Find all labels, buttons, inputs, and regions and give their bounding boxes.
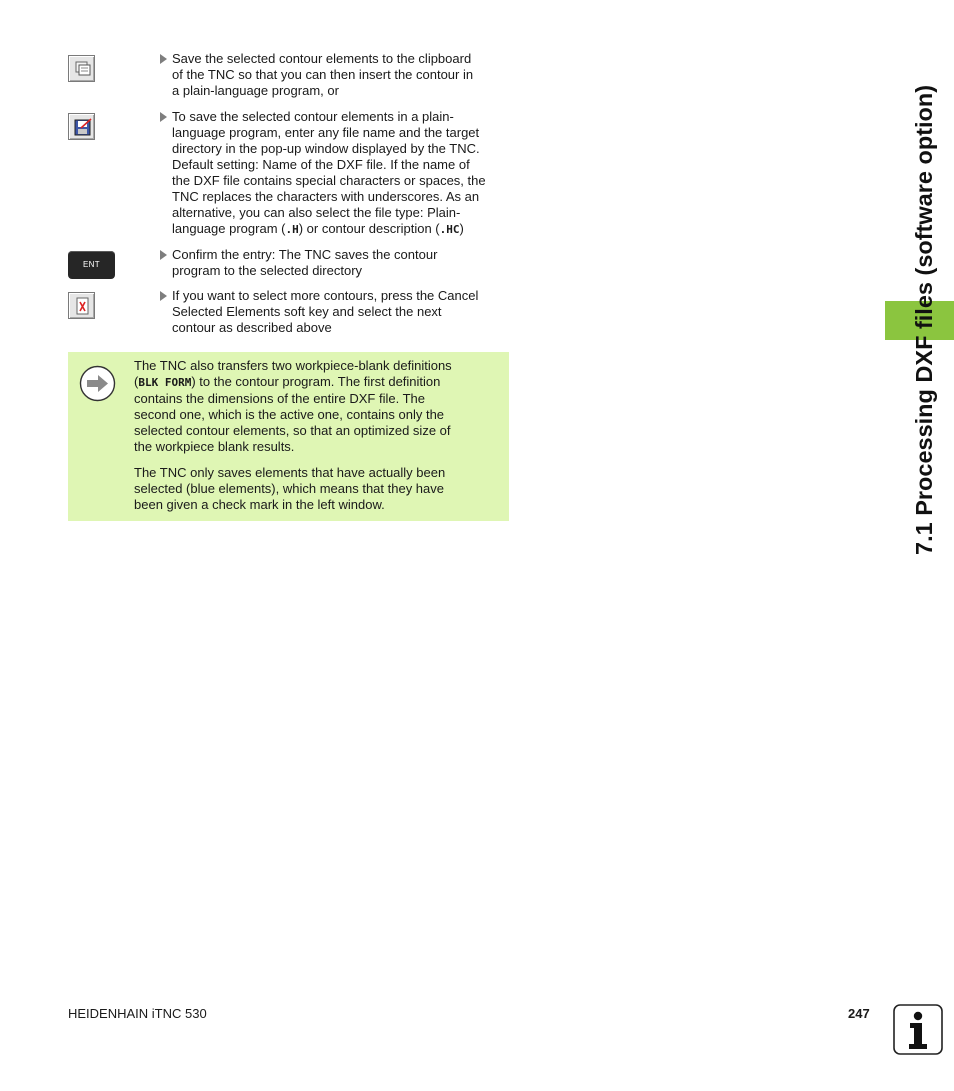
step-text: Confirm the entry: The TNC saves the contour program to the selected directory [172, 247, 510, 279]
ent-key[interactable]: ENT [68, 251, 115, 279]
step-text: To save the selected contour elements in a plain- language program, enter any file name and the target directory in the pop-up window displayed by the TNC. Default setting: Name of the DXF file. If the name of the DXF file contains special characters or spaces, the TNC replaces the characters with underscores. As an alternative, you can also select the file type: Plain- language program (.H) or contour description (.HC) [172, 109, 510, 238]
note-paragraph-2: The TNC only saves elements that have actually been selected (blue elements), which means that they have been given a check mark in the left window. [134, 465, 446, 512]
file-type-h-code: .H [285, 223, 299, 236]
note-text [134, 358, 500, 523]
chapter-title: 7.1 Processing DXF files (software option) [911, 84, 937, 555]
blk-form-code: BLK FORM [138, 376, 192, 389]
bullet-triangle-icon [160, 112, 167, 122]
bullet-triangle-icon [160, 250, 167, 260]
clipboard-softkey-icon[interactable] [68, 55, 95, 82]
step-text: If you want to select more contours, press the Cancel Selected Elements soft key and select the next contour as described above [172, 288, 510, 336]
bullet-triangle-icon [160, 54, 167, 64]
note-paragraph-1: The TNC also transfers two workpiece-blank definitions (BLK FORM) to the contour program. The first definition contains the dimensions of the entire DXF file. The second one, which is the active one, contains only the selected contour elements, so that an optimized size of the workpiece blank results. [134, 358, 452, 454]
save-file-softkey-icon[interactable] [68, 113, 95, 140]
note-arrow-icon [79, 365, 116, 407]
manual-name: HEIDENHAIN iTNC 530 [68, 1006, 207, 1021]
note-box [68, 352, 509, 521]
cancel-selection-softkey-icon[interactable] [68, 292, 95, 319]
file-type-hc-code: .HC [439, 223, 460, 236]
step-text: Save the selected contour elements to the clipboard of the TNC so that you can then insert the contour in a plain-language program, or [172, 51, 510, 99]
bullet-triangle-icon [160, 291, 167, 301]
page-number: 247 [848, 1006, 870, 1021]
info-icon [893, 1004, 944, 1061]
